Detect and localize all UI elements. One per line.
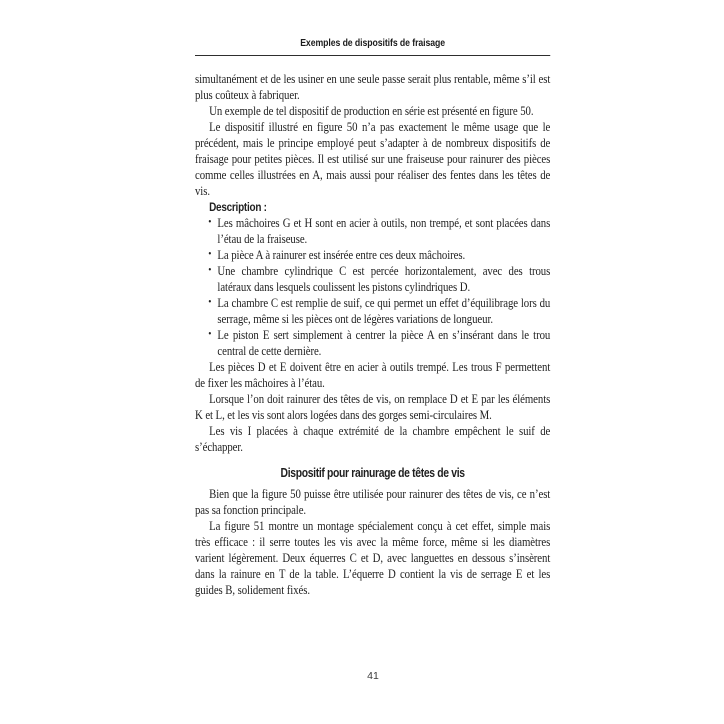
bullet-icon: • <box>208 216 212 228</box>
description-list <box>195 215 550 359</box>
paragraph: Les vis I placées à chaque extrémité de la chambre empêchent le suif de s’échapper. <box>195 423 551 454</box>
paragraph: Un exemple de tel dispositif de production en série est présenté en figure 50. <box>209 103 534 118</box>
list-item-text: Les mâchoires G et H sont en acier à outils, non trempé, et sont placées dans l’étau de la fraiseuse. <box>217 215 551 246</box>
text-column <box>195 37 550 598</box>
paragraph: La figure 51 montre un montage spécialement conçu à cet effet, simple mais très efficace : il serre toutes les vis avec la même force, même si les diamètres varient légèrement. Deux équerres C et D, avec languettes en dessous s’insèrent dans la rainure en T de la table. L’équerre D contient la vis de serrage E et les guides B, solidement fixés. <box>195 518 551 597</box>
paragraph: simultanément et de les usiner en une seule passe serait plus rentable, même s’il est plus coûteux à fabriquer. <box>195 71 551 102</box>
bullet-icon: • <box>208 264 212 276</box>
paragraph: Bien que la figure 50 puisse être utilisée pour rainurer des têtes de vis, ce n’est pas sa fonction principale. <box>195 486 551 517</box>
paragraph: Lorsque l’on doit rainurer des têtes de vis, on remplace D et E par les éléments K et L, et les vis sont alors logées dans des gorges semi-circulaires M. <box>195 391 551 422</box>
list-item <box>195 263 550 295</box>
paragraph: Les pièces D et E doivent être en acier à outils trempé. Les trous F permettent de fixer les mâchoires à l’étau. <box>195 359 551 390</box>
list-item <box>195 327 550 359</box>
description-heading: Description : <box>209 200 267 214</box>
list-item-text: Le piston E sert simplement à centrer la pièce A en s’insérant dans le trou central de cette dernière. <box>217 327 551 358</box>
running-header: Exemples de dispositifs de fraisage <box>300 37 446 49</box>
list-item-text: La pièce A à rainurer est insérée entre ces deux mâchoires. <box>217 247 466 262</box>
list-item <box>195 215 550 247</box>
page-number: 41 <box>367 670 379 682</box>
bullet-icon: • <box>208 248 212 260</box>
section-heading: Dispositif pour rainurage de têtes de vis <box>280 466 465 480</box>
page-body <box>195 71 550 598</box>
list-item-text: La chambre C est remplie de suif, ce qui permet un effet d’équilibrage lors du serrage, même si les pièces ont de légères variations de longueur. <box>217 295 551 326</box>
bullet-icon: • <box>208 328 212 340</box>
list-item <box>195 247 550 263</box>
list-item <box>195 295 550 327</box>
paragraph: Le dispositif illustré en figure 50 n’a pas exactement le même usage que le précédent, mais le principe employé peut s’adapter à de nombreux dispositifs de fraisage pour petites pièces. Il est utilisé sur une fraiseuse pour rainurer des pièces comme celles illustrées en A, mais aussi pour réaliser des fentes dans les têtes de vis. <box>195 119 551 198</box>
list-item-text: Une chambre cylindrique C est percée horizontalement, avec des trous latéraux dans lesquels coulissent les pistons cylindriques D. <box>217 263 551 294</box>
bullet-icon: • <box>208 296 212 308</box>
header-rule <box>195 55 550 56</box>
